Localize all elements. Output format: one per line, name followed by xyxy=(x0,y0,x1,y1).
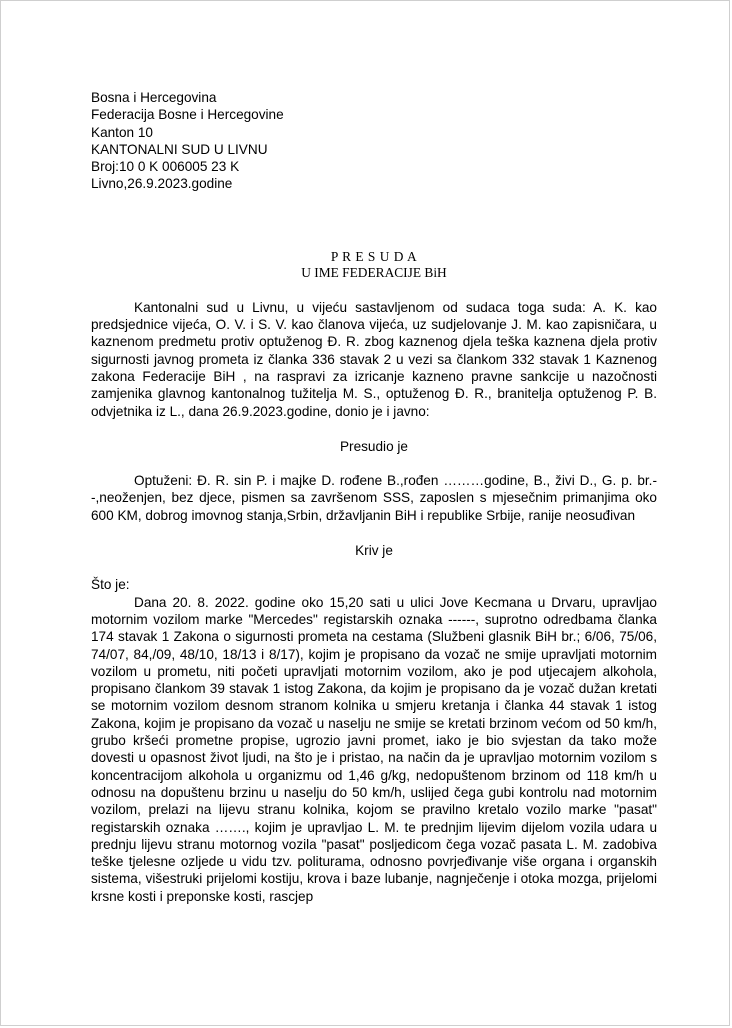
header-canton: Kanton 10 xyxy=(91,124,153,140)
facts-paragraph: Dana 20. 8. 2022. godine oko 15,20 sati u ulici Jove Kecmana u Drvaru, upravljao motornim vozilom marke "Mercedes" registarskih oznaka ------, suprotno odredbama članka 174 stavak 1 Zakona o sigurnosti prometa na cestama (Službeni glasnik BiH br.; 6/06, 75/06, 74/07, 84,/09, 48/10, 18/13 i 8/17), kojim je propisano da vozač ne smije upravljati motornim vozilom u prometu, niti početi upravljati motornim vozilom, ako je pod utjecajem alkohola, propisano člankom 39 stavak 1 istog Zakona, da kojim je propisano da je vozač dužan kretati se motornim vozilom desnom stranom kolnika u smjeru kretanja i članka 44 stavak 1 istog Zakona, kojim je propisano da vozač u naselju ne smije se kretati brzinom većom od 50 km/h, grubo kršeći prometne propise, ugrozio javni promet, iako je bio svjestan da tako može dovesti u opasnost život ljudi, na što je i pristao, na način da je upravljao motornim vozilom s koncentracijom alkohola u organizmu od 1,46 g/kg, nedopuštenom brzinom od 118 km/h u odnosu na dopuštenu brzinu u naselju do 50 km/h, uslijed čega gubi kontrolu nad motornim vozilom, prelazi na lijevu stranu kolnika, kojom se pravilno kretalo vozilo marke "pasat" registarskih oznaka ……., kojim je upravljao L. M. te prednjim lijevim dijelom vozila udara u prednju lijevu stranu motornog vozila "pasat" posljedicom čega vozač pasata L. M. zadobiva teške tjelesne ozljede u vidu tzv. politurama, odnosno povrjeđivanje više organa i organskih sistema, višestruki prijelomi kostiju, krova i baze lubanje, nagnječenje i otoka mozga, prijelomi krsne kosti i preponske kosti, rascjep xyxy=(91,594,657,904)
document-title: P R E S U D A xyxy=(330,248,418,264)
sto-je-label: Što je: xyxy=(91,577,130,593)
presudio-heading: Presudio je xyxy=(339,438,408,454)
kriv-heading: Kriv je xyxy=(355,543,393,559)
intro-paragraph: Kantonalni sud u Livnu, u vijeću sastavljenom od sudaca toga suda: A. K. kao predsjednice vijeća, O. V. i S. V. kao članova vijeća, uz sudjelovanje J. M. kao zapisničara, u kaznenom predmetu protiv optuženog Đ. R. zbog kaznenog djela teška kaznena djela protiv sigurnosti javnog prometa iz članka 336 stavak 2 u vezi sa člankom 332 stavak 1 Kaznenog zakona Federacije BiH , na raspravi za izricanje kazneno pravne sankcije u nazočnosti zamjenika glavnog kantonalnog tužitelja M. S., optuženog Đ. R., branitelja optuženog P. B. odvjetnika iz L., dana 26.9.2023.godine, donio je i javno: xyxy=(91,299,657,419)
document-subtitle: U IME FEDERACIJE BiH xyxy=(301,264,447,280)
accused-paragraph: Optuženi: Đ. R. sin P. i majke D. rođene B.,rođen ………godine, B., živi D., G. p. br.--,neoženjen, bez djece, pismen sa završenom SSS, zaposlen s mjesečnim primanjima oko 600 KM, dobrog imovnog stanja,Srbin, državljanin BiH i republike Srbije, ranije neosuđivan xyxy=(91,473,657,523)
header-country: Bosna i Hercegovina xyxy=(91,90,217,105)
court-header xyxy=(91,89,657,193)
header-date: Livno,26.9.2023.godine xyxy=(91,176,233,192)
document-content xyxy=(91,89,657,905)
header-case-number: Broj:10 0 K 006005 23 K xyxy=(91,159,240,175)
header-federation: Federacija Bosne i Hercegovine xyxy=(91,107,284,123)
header-court-name: KANTONALNI SUD U LIVNU xyxy=(91,141,268,157)
